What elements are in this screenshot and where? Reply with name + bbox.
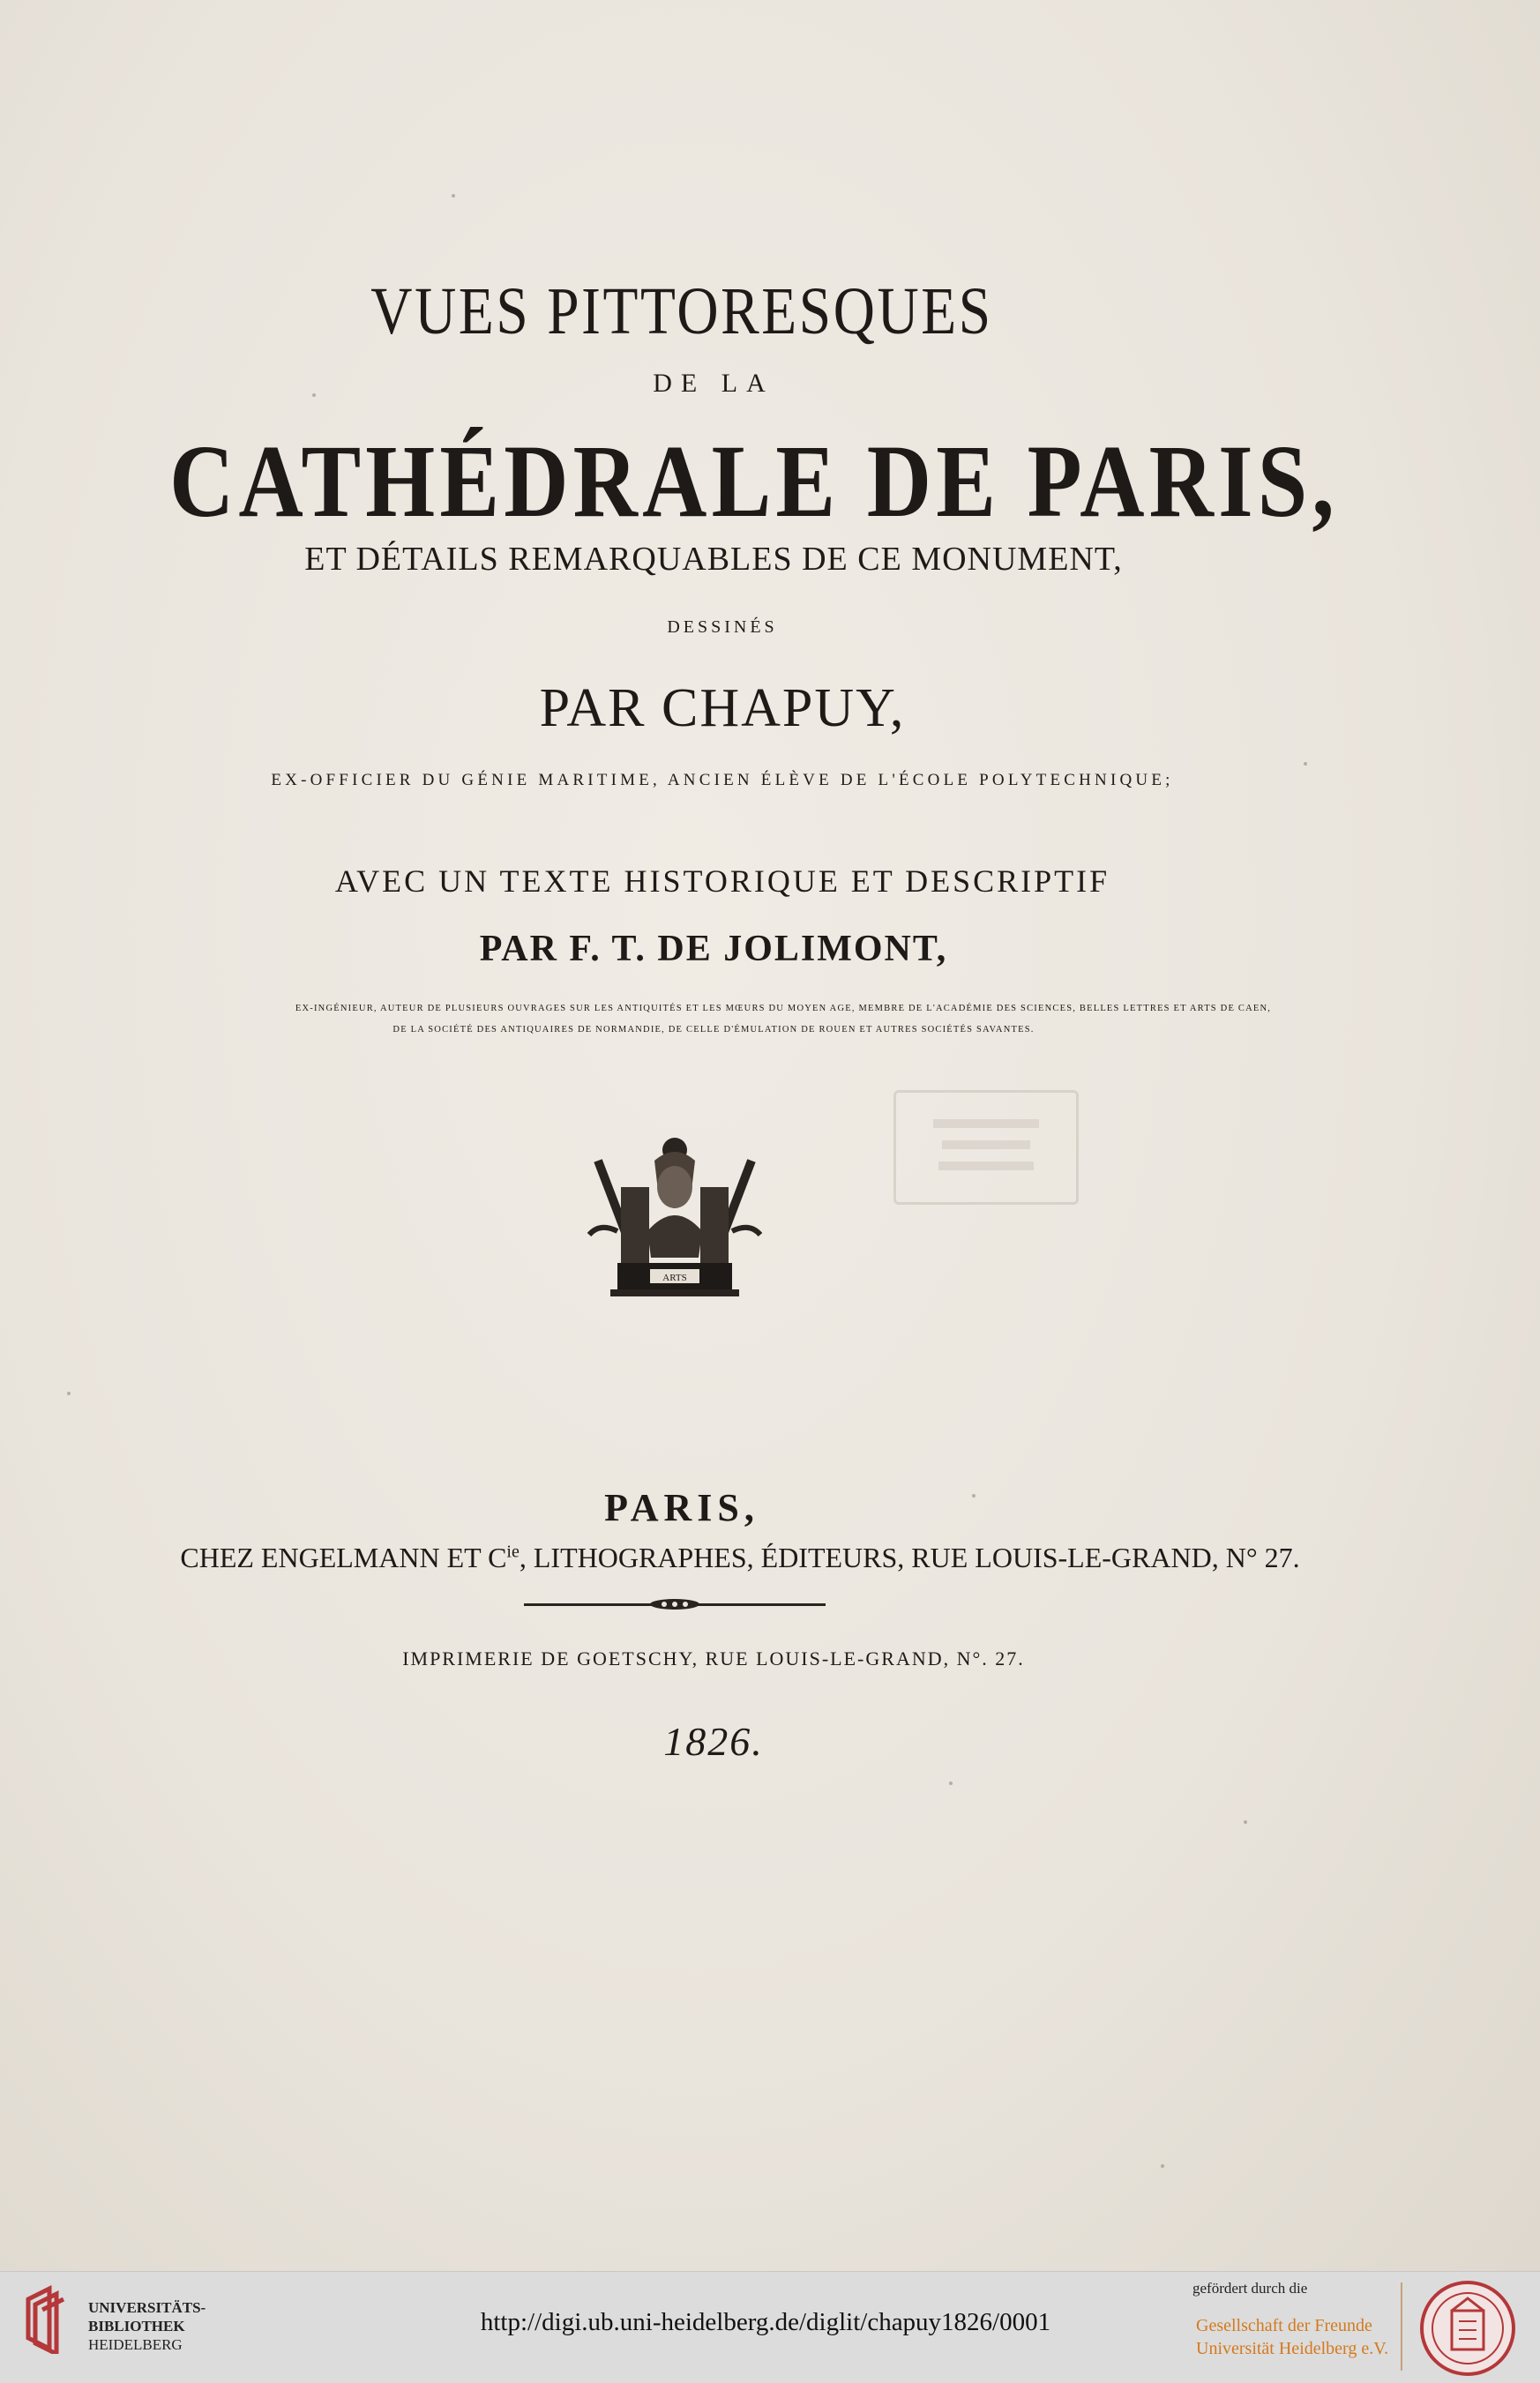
paper-speck: [949, 1782, 953, 1785]
paper-speck: [1304, 762, 1307, 766]
publisher-name: CHEZ ENGELMANN ET C: [180, 1542, 507, 1573]
text-author-credentials-2: DE LA SOCIÉTÉ DES ANTIQUAIRES DE NORMANDIE, DE CELLE D'ÉMULATION DE ROUEN ET AUTRES SOCIÉTÉS SAVANTES.: [392, 1025, 1035, 1035]
sponsor-name: [1196, 2314, 1388, 2360]
sponsor-name-line1: Gesellschaft der Freunde: [1196, 2316, 1372, 2335]
permalink-url[interactable]: http://digi.ub.uni-heidelberg.de/diglit/chapuy1826/0001: [480, 2308, 1051, 2336]
sponsor-label: gefördert durch die: [1192, 2280, 1308, 2297]
title-line-2: DE LA: [653, 369, 774, 398]
author-credentials: EX-OFFICIER DU GÉNIE MARITIME, ANCIEN ÉLÈVE DE L'ÉCOLE POLYTECHNIQUE;: [271, 771, 1174, 789]
text-description: AVEC UN TEXTE HISTORIQUE ET DESCRIPTIF: [334, 863, 1110, 899]
footer-divider: [1401, 2282, 1402, 2371]
paper-speck: [67, 1392, 71, 1395]
paper-speck: [452, 194, 455, 198]
text-author-name: PAR F. T. DE JOLIMONT,: [479, 929, 948, 969]
rule-ornament-icon: [648, 1598, 701, 1610]
library-name-line2: BIBLIOTHEK: [88, 2318, 185, 2334]
drawn-by-label: DESSINÉS: [667, 617, 778, 637]
printer-line: IMPRIMERIE DE GOETSCHY, RUE LOUIS-LE-GRAND, N°. 27.: [402, 1647, 1025, 1670]
university-seal-icon: [1418, 2279, 1517, 2378]
main-title: CATHÉDRALE DE PARIS,: [169, 423, 1339, 539]
publisher-suffix: ie: [506, 1542, 520, 1562]
title-line-1: VUES PITTORESQUES: [370, 274, 993, 348]
author-name: PAR CHAPUY,: [539, 678, 906, 738]
faded-stamp-icon: [898, 1110, 1074, 1190]
sponsor-name-line2: Universität Heidelberg e.V.: [1196, 2339, 1389, 2358]
publication-city: PARIS,: [604, 1486, 759, 1529]
vignette-label: ARTS: [662, 1273, 687, 1283]
text-author-credentials-1: EX-INGÉNIEUR, AUTEUR DE PLUSIEURS OUVRAGES SUR LES ANTIQUITÉS ET LES MŒURS DU MOYEN AGE, MEMBRE DE L'ACADÉMIE DES SCIENCES, BELLES LETTRES ET ARTS DE CAEN,: [295, 1004, 1272, 1013]
publisher-line: [0, 1542, 1510, 1574]
library-stamp: [893, 1090, 1079, 1205]
paper-speck: [1161, 2164, 1164, 2168]
library-name-line1: UNIVERSITÄTS-: [88, 2299, 206, 2316]
paper-speck: [1244, 1820, 1247, 1824]
publication-year: 1826.: [663, 1719, 764, 1764]
library-name-line3: HEIDELBERG: [88, 2336, 183, 2353]
publisher-address: , LITHOGRAPHES, ÉDITEURS, RUE LOUIS-LE-GRAND, N° 27.: [519, 1542, 1300, 1573]
subtitle: ET DÉTAILS REMARQUABLES DE CE MONUMENT,: [304, 541, 1123, 578]
arts-vignette-emblem: [582, 1125, 767, 1307]
